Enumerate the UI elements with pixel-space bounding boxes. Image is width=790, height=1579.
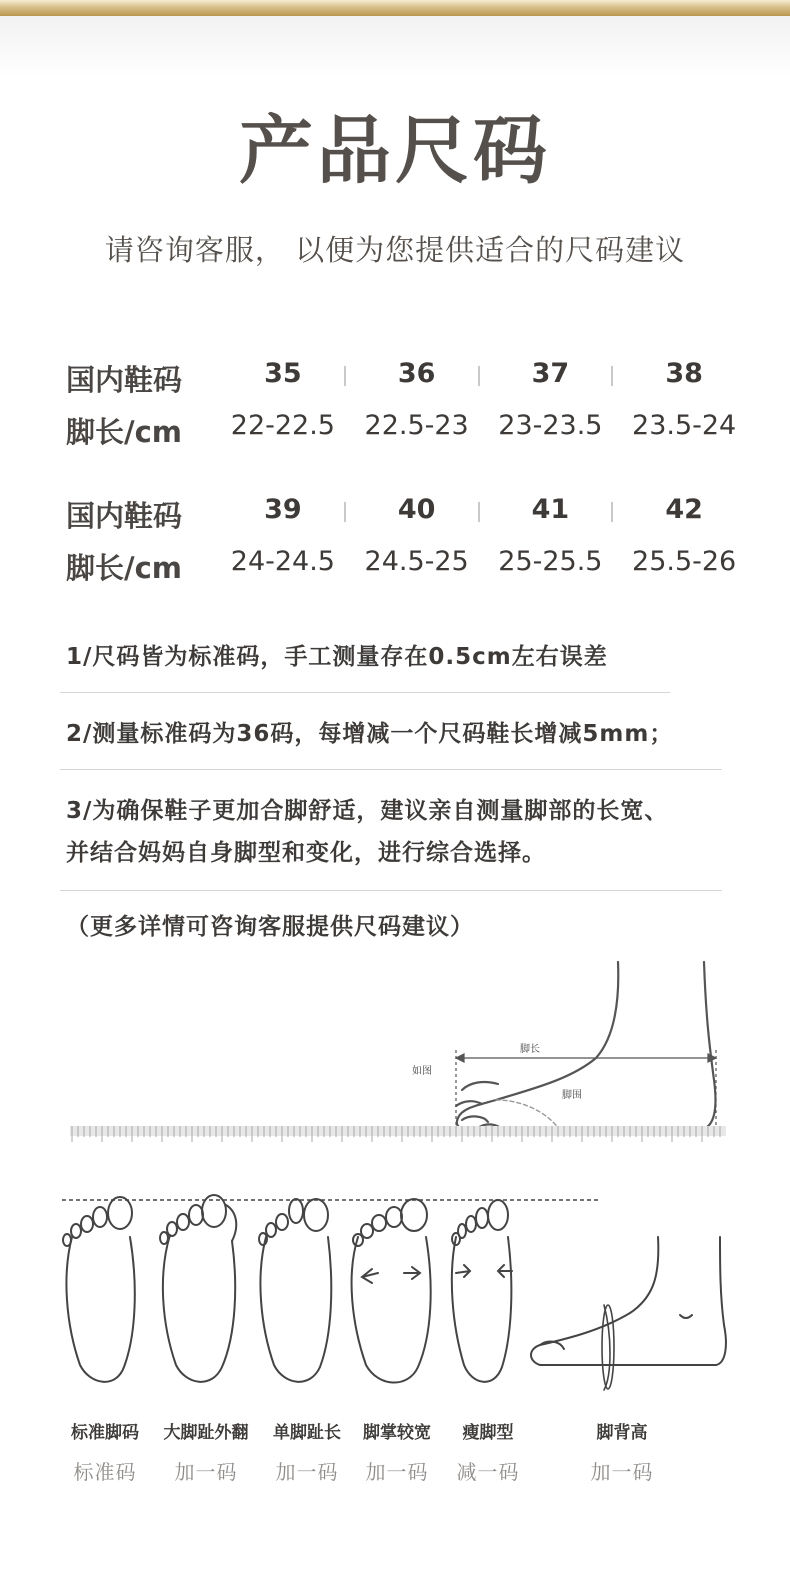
gold-top-border	[0, 0, 790, 16]
size-cell: 41	[531, 494, 570, 525]
foot-standard-outline	[63, 1197, 135, 1382]
size-cell: 39	[264, 494, 302, 525]
page-title: 产品尺码	[239, 108, 551, 194]
foot-girth-label: 脚围	[562, 1090, 582, 1101]
foot-type-advice: 标准码	[73, 1460, 137, 1484]
note-3-line-1: 3/为确保鞋子更加合脚舒适，建议亲自测量脚部的长宽、	[66, 798, 669, 824]
more-info-text: （更多详情可咨询客服提供尺码建议）	[66, 914, 474, 940]
foot-type-name: 大脚趾外翻	[163, 1423, 249, 1443]
size-label: 国内鞋码	[66, 363, 183, 397]
size-label: 国内鞋码	[66, 499, 183, 533]
column-divider	[478, 502, 480, 522]
column-divider	[611, 502, 613, 522]
length-cells	[216, 546, 751, 586]
foot-thin-outline	[452, 1200, 512, 1382]
divider	[60, 692, 670, 693]
foot-type-advice: 加一码	[174, 1460, 238, 1484]
foot-measure-diagram	[0, 950, 790, 1150]
foot-type-name: 标准脚码	[71, 1423, 139, 1443]
length-cell: 24.5-25	[364, 546, 469, 577]
foot-type-advice: 加一码	[365, 1460, 429, 1484]
size-cell: 37	[531, 358, 570, 389]
page-subtitle: 请咨询客服， 以便为您提供适合的尺码建议	[104, 233, 686, 267]
length-label: 脚长/cm	[66, 551, 183, 585]
foot-length-label: 脚长	[520, 1044, 540, 1055]
length-measure-arrow	[456, 1050, 716, 1126]
side-foot-illustration	[456, 962, 715, 1132]
foot-high-instep-outline	[531, 1237, 726, 1390]
size-cells	[216, 358, 751, 398]
length-cells	[216, 410, 751, 450]
length-cell: 25-25.5	[498, 546, 603, 577]
size-row-2	[66, 494, 746, 534]
note-3-line-2: 并结合妈妈自身脚型和变化，进行综合选择。	[66, 840, 546, 866]
length-row-2	[66, 546, 746, 586]
note-1: 1/尺码皆为标准码，手工测量存在0.5cm左右误差	[66, 644, 608, 670]
length-label: 脚长/cm	[66, 415, 183, 449]
size-cells	[216, 494, 751, 534]
size-cell: 40	[397, 494, 436, 525]
length-cell: 24-24.5	[230, 546, 335, 577]
top-shade	[0, 16, 790, 76]
foot-type-advice: 加一码	[275, 1460, 339, 1484]
length-row-1	[66, 410, 746, 450]
column-divider	[478, 366, 480, 386]
length-cell: 23.5-24	[632, 410, 737, 441]
size-cell: 35	[264, 358, 302, 389]
foot-bunion-outline	[160, 1195, 236, 1382]
note-2: 2/测量标准码为36码，每增减一个尺码鞋长增减5mm；	[66, 721, 674, 747]
column-divider	[611, 366, 613, 386]
size-cell: 38	[665, 358, 703, 389]
foot-type-advice: 加一码	[590, 1460, 654, 1484]
size-cell: 36	[397, 358, 436, 389]
foot-types-diagram	[0, 1185, 790, 1400]
foot-type-name: 脚掌较宽	[363, 1423, 431, 1443]
length-cell: 25.5-26	[632, 546, 737, 577]
ruler	[70, 1126, 726, 1142]
foot-type-name: 单脚趾长	[273, 1423, 341, 1443]
side-view-label: 如图	[412, 1066, 432, 1077]
column-divider	[344, 366, 346, 386]
length-cell: 22-22.5	[230, 410, 335, 441]
foot-long-toe-outline	[259, 1199, 331, 1382]
foot-wide-outline	[352, 1199, 431, 1383]
foot-type-name: 瘦脚型	[462, 1423, 514, 1443]
divider	[60, 890, 722, 891]
foot-type-advice: 减一码	[456, 1460, 520, 1484]
size-cell: 42	[665, 494, 703, 525]
size-row-1	[66, 358, 746, 398]
divider	[60, 769, 722, 770]
foot-type-name: 脚背高	[596, 1423, 648, 1443]
column-divider	[344, 502, 346, 522]
length-cell: 23-23.5	[498, 410, 603, 441]
length-cell: 22.5-23	[364, 410, 469, 441]
